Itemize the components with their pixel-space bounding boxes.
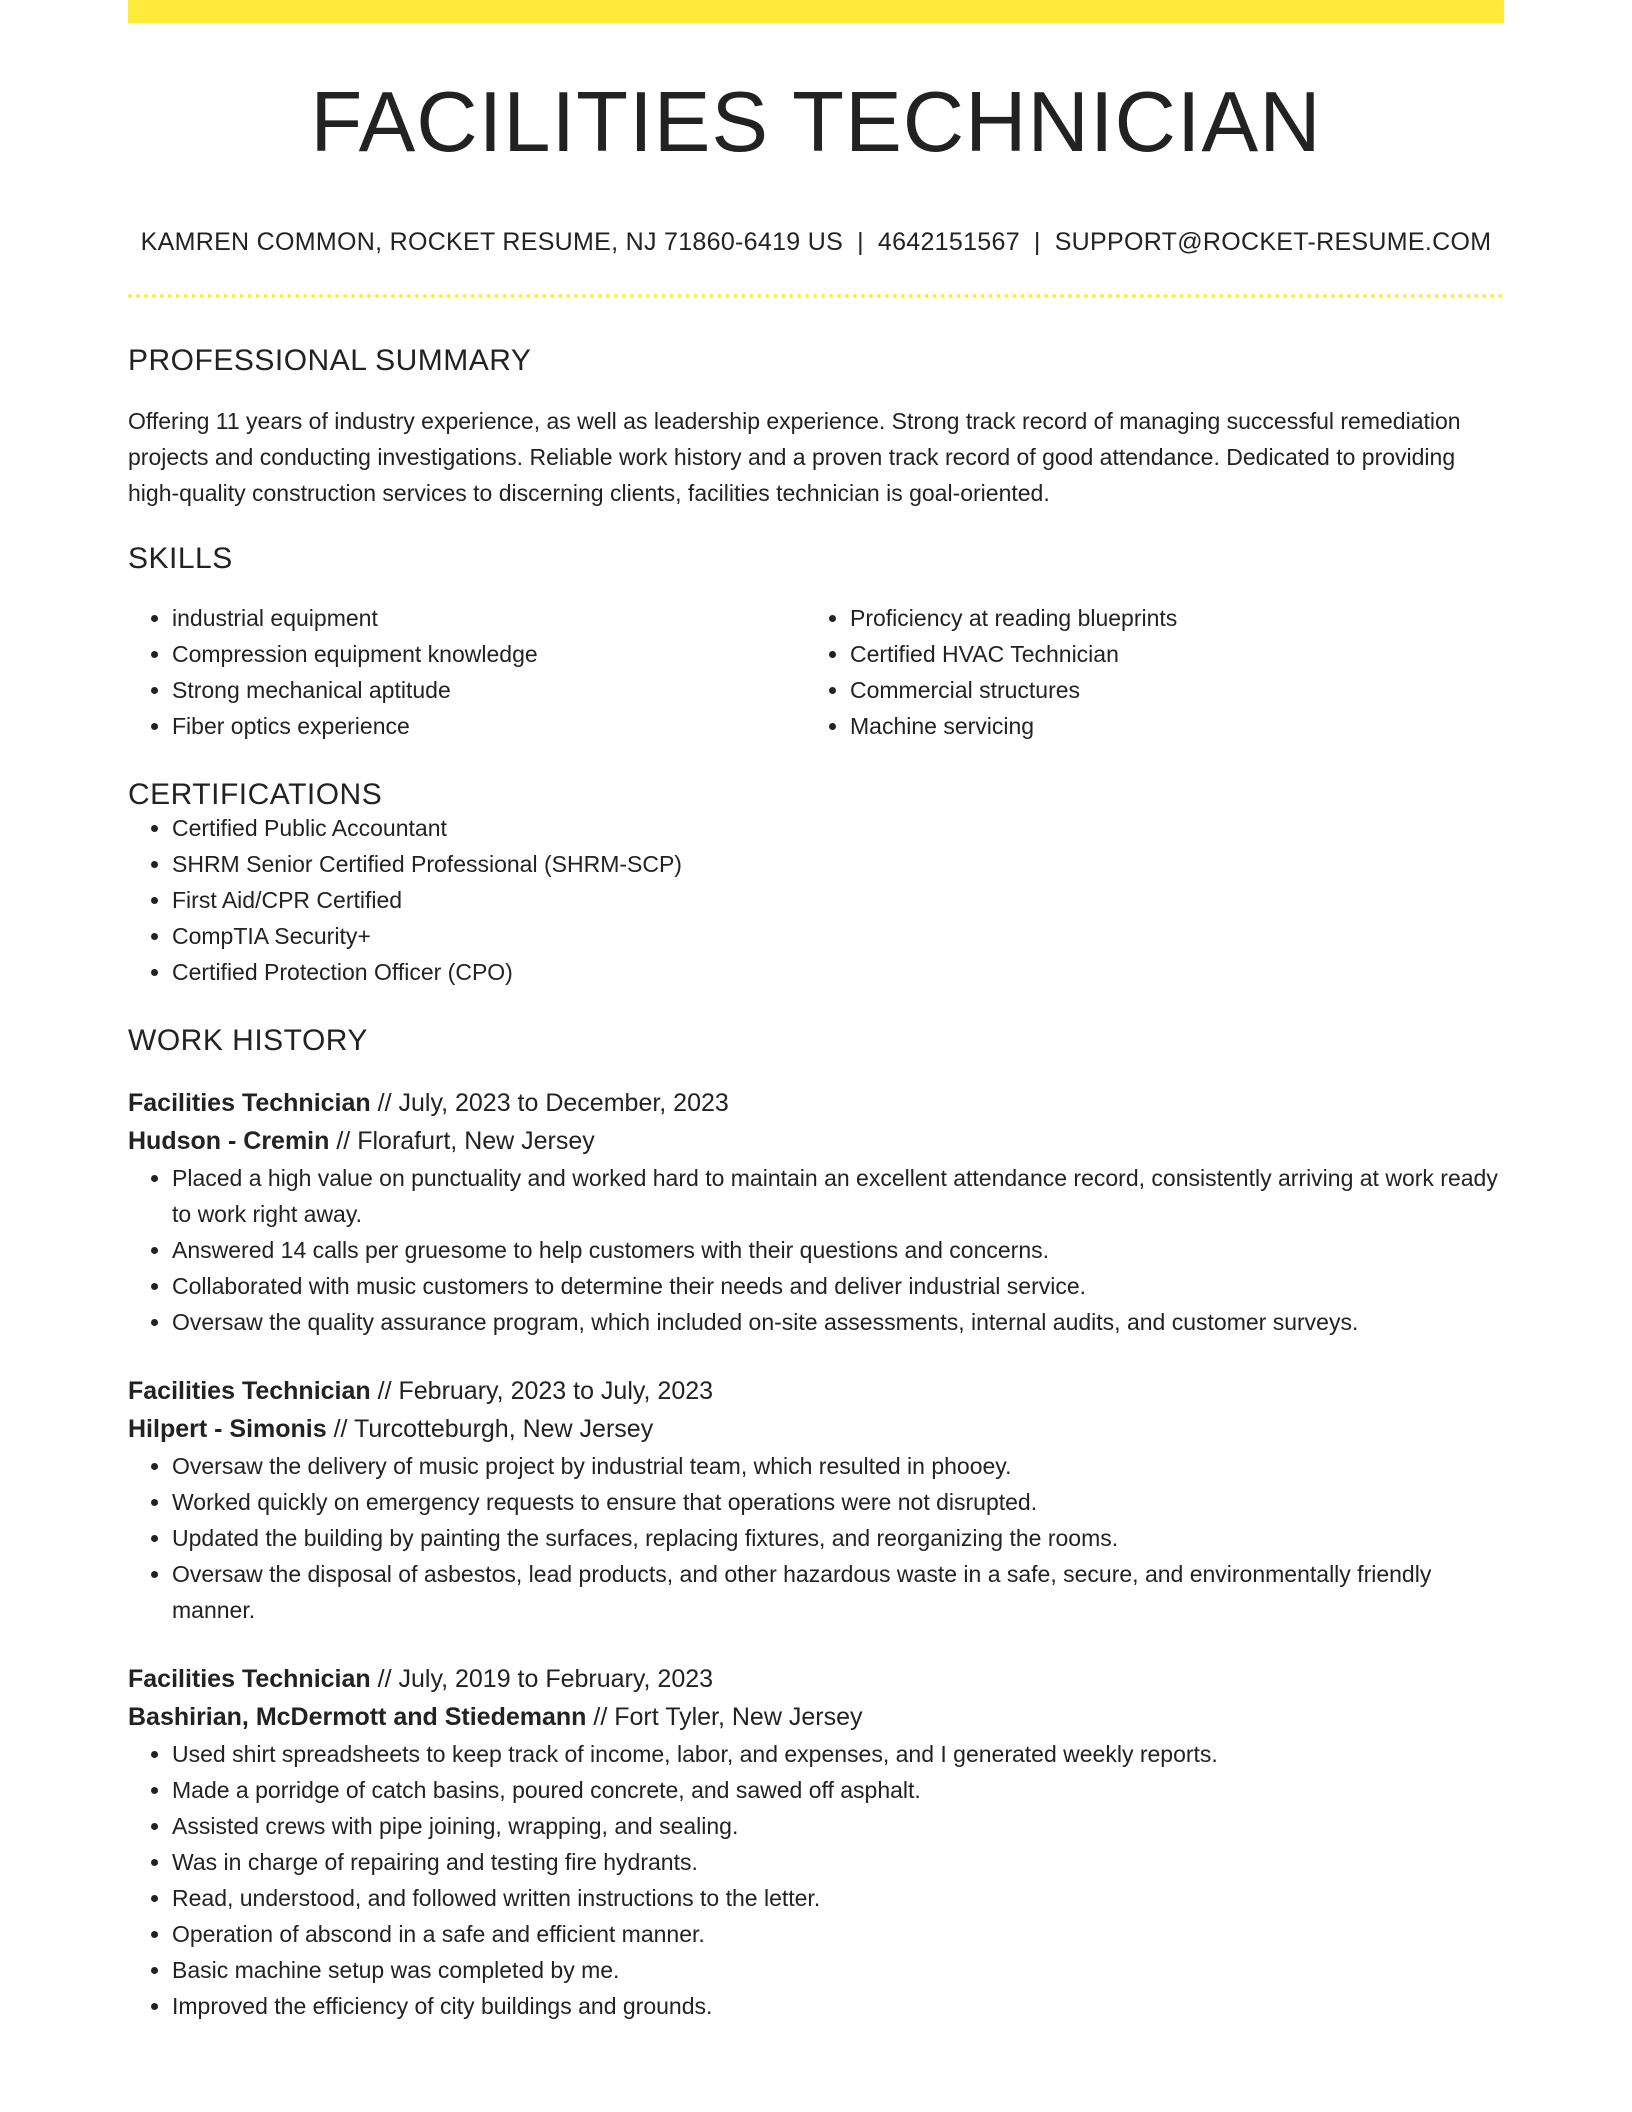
summary-heading: PROFESSIONAL SUMMARY: [128, 344, 532, 377]
job-title: Facilities Technician: [128, 1665, 371, 1693]
job-dates: February, 2023 to July, 2023: [398, 1377, 714, 1405]
skill-item: • Proficiency at reading blueprints: [850, 600, 1484, 636]
dotted-divider: [128, 294, 1504, 298]
job-bullet: • Used shirt spreadsheets to keep track of income, labor, and expenses, and I generated weekly reports.: [172, 1736, 1504, 1772]
job-company: Hudson - Cremin: [128, 1127, 330, 1155]
contact-line: [128, 230, 1504, 255]
top-accent-bar: [128, 0, 1504, 23]
job-company-line: [128, 1698, 1504, 1736]
job-bullet: • Assisted crews with pipe joining, wrapping, and sealing.: [172, 1808, 1504, 1844]
contact-address: KAMREN COMMON, ROCKET RESUME, NJ 71860-6419 US: [140, 228, 844, 256]
job-bullet: • Made a porridge of catch basins, poured concrete, and sawed off asphalt.: [172, 1772, 1504, 1808]
skills-heading: SKILLS: [128, 542, 233, 575]
contact-phone: 4642151567: [877, 228, 1020, 256]
contact-separator: |: [857, 228, 864, 256]
skills-right-column: [806, 600, 1484, 744]
skill-item: • industrial equipment: [172, 600, 806, 636]
job-title: Facilities Technician: [128, 1089, 371, 1117]
job-location: Florafurt, New Jersey: [357, 1127, 595, 1155]
job-bullet-list: [128, 1160, 1504, 1340]
job-bullet: • Updated the building by painting the surfaces, replacing fixtures, and reorganizing the rooms.: [172, 1520, 1504, 1556]
job-entry: [128, 1372, 1504, 1628]
job-bullet: • Oversaw the quality assurance program, which included on-site assessments, internal audits, and customer surveys.: [172, 1304, 1504, 1340]
job-dates: July, 2019 to February, 2023: [398, 1665, 714, 1693]
job-bullet: • Operation of abscond in a safe and efficient manner.: [172, 1916, 1504, 1952]
certification-item: • First Aid/CPR Certified: [172, 882, 1504, 918]
job-divider: //: [336, 1127, 351, 1155]
job-location: Fort Tyler, New Jersey: [614, 1703, 863, 1731]
job-bullet: • Oversaw the disposal of asbestos, lead products, and other hazardous waste in a safe, secure, and environmentally friendly manner.: [172, 1556, 1504, 1628]
job-bullet: • Answered 14 calls per gruesome to help customers with their questions and concerns.: [172, 1232, 1504, 1268]
job-divider: //: [377, 1089, 392, 1117]
job-title-line: [128, 1084, 1504, 1122]
skill-item: • Fiber optics experience: [172, 708, 806, 744]
skill-item: • Machine servicing: [850, 708, 1484, 744]
job-bullet: • Oversaw the delivery of music project by industrial team, which resulted in phooey.: [172, 1448, 1504, 1484]
contact-separator: |: [1033, 228, 1041, 256]
job-bullet-list: [128, 1448, 1504, 1628]
job-bullet: • Collaborated with music customers to determine their needs and deliver industrial service.: [172, 1268, 1504, 1304]
job-divider: //: [333, 1415, 348, 1443]
certification-item: • CompTIA Security+: [172, 918, 1504, 954]
contact-email: SUPPORT@ROCKET-RESUME.COM: [1054, 228, 1492, 256]
job-title-line: [128, 1372, 1504, 1410]
job-company-line: [128, 1410, 1504, 1448]
skills-grid: [128, 600, 1504, 744]
skill-item: • Strong mechanical aptitude: [172, 672, 806, 708]
certification-item: • Certified Public Accountant: [172, 810, 1504, 846]
skill-item: • Compression equipment knowledge: [172, 636, 806, 672]
job-company: Bashirian, McDermott and Stiedemann: [128, 1703, 587, 1731]
job-bullet: • Placed a high value on punctuality and worked hard to maintain an excellent attendance record, consistently arriving at work ready to work right away.: [172, 1160, 1504, 1232]
job-company-line: [128, 1122, 1504, 1160]
job-entry: [128, 1084, 1504, 1340]
job-bullet: • Read, understood, and followed written instructions to the letter.: [172, 1880, 1504, 1916]
summary-text: Offering 11 years of industry experience, as well as leadership experience. Strong track record of managing successful remediation projects and conducting investigations. Reliable work history and a proven track record of good attendance. Dedicated to providing high-quality construction services to discerning clients, facilities technician is goal-oriented.: [128, 408, 1461, 506]
work-history-heading: WORK HISTORY: [128, 1024, 368, 1057]
job-bullet: • Was in charge of repairing and testing fire hydrants.: [172, 1844, 1504, 1880]
job-entry: [128, 1660, 1504, 2024]
job-company: Hilpert - Simonis: [128, 1415, 327, 1443]
job-title: Facilities Technician: [128, 1377, 371, 1405]
job-divider: //: [377, 1665, 392, 1693]
job-divider: //: [377, 1377, 392, 1405]
certifications-list: [128, 810, 1504, 990]
resume-title: FACILITIES TECHNICIAN: [310, 75, 1322, 170]
job-dates: July, 2023 to December, 2023: [398, 1089, 729, 1117]
job-bullet: • Improved the efficiency of city buildings and grounds.: [172, 1988, 1504, 2024]
job-bullet: • Basic machine setup was completed by me.: [172, 1952, 1504, 1988]
certification-item: • Certified Protection Officer (CPO): [172, 954, 1504, 990]
job-title-line: [128, 1660, 1504, 1698]
skill-item: • Commercial structures: [850, 672, 1484, 708]
job-bullet-list: [128, 1736, 1504, 2024]
skills-left-column: [128, 600, 806, 744]
resume-page: [128, 0, 1504, 2024]
skill-item: • Certified HVAC Technician: [850, 636, 1484, 672]
job-divider: //: [593, 1703, 608, 1731]
job-bullet: • Worked quickly on emergency requests to ensure that operations were not disrupted.: [172, 1484, 1504, 1520]
certifications-heading: CERTIFICATIONS: [128, 778, 383, 811]
job-location: Turcotteburgh, New Jersey: [354, 1415, 654, 1443]
certification-item: • SHRM Senior Certified Professional (SHRM-SCP): [172, 846, 1504, 882]
